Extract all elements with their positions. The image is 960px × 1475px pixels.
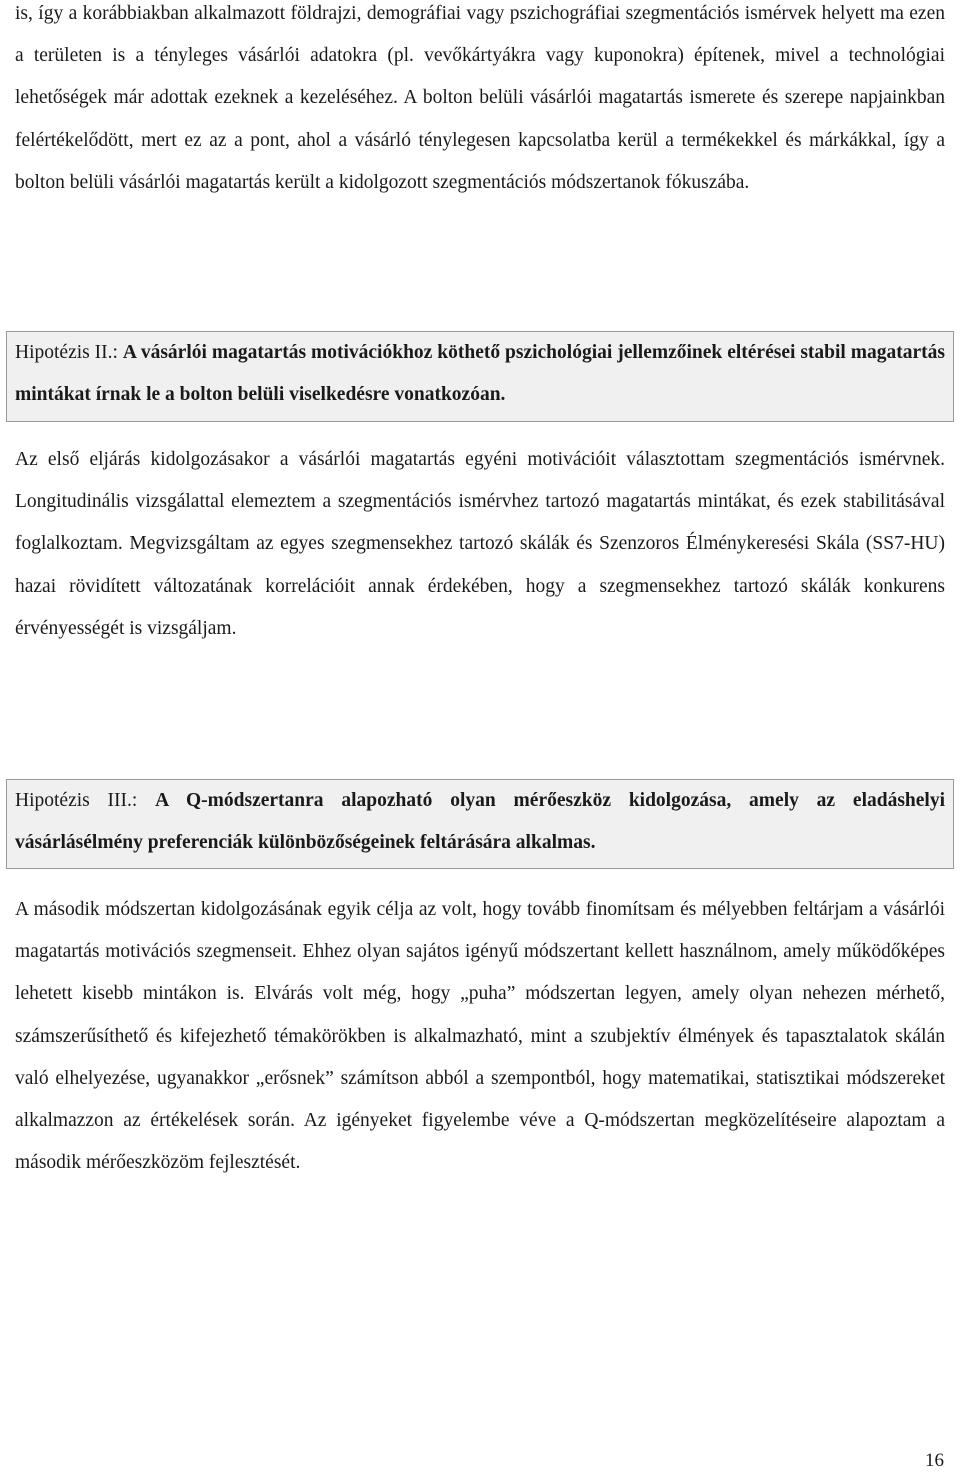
hypothesis-2-text <box>15 332 945 416</box>
hypothesis-2-label: Hipotézis II.: <box>15 342 118 363</box>
hypothesis-3-text <box>15 780 945 864</box>
body-paragraph-1: is, így a korábbiakban alkalmazott földrajzi, demográfiai vagy pszichográfiai szegmentációs ismérvek helyett ma ezen a területen is a tényleges vásárlói adatokra (pl. vevőkártyákra vagy kuponokra) építenek, mivel a technológiai lehetőségek már adottak ezeknek a kezeléséhez. A bolton belüli vásárlói magatartás ismerete és szerepe napjainkban felértékelődött, mert ez az a pont, ahol a vásárló ténylegesen kapcsolatba kerül a termékekkel és márkákkal, így a bolton belüli vásárlói magatartás került a kidolgozott szegmentációs módszertanok fókuszába. <box>15 3 945 193</box>
hypothesis-box-3 <box>6 779 954 869</box>
body-paragraph-2: Az első eljárás kidolgozásakor a vásárlói magatartás egyéni motivációit választottam szegmentációs ismérvnek. Longitudinális vizsgálattal elemeztem a szegmentációs ismérvhez tartozó magatartás mintákat, és ezek stabilitásával foglalkoztam. Megvizsgáltam az egyes szegmensekhez tartozó skálák és Szenzoros Élménykeresési Skála (SS7-HU) hazai rövidített változatának korrelációit annak érdekében, hogy a szegmensekhez tartozó skálák konkurens érvényességét is vizsgáljam. <box>15 449 945 639</box>
hypothesis-3-statement: A Q-módszertanra alapozható olyan mérőeszköz kidolgozása, amely az eladáshelyi vásárlásélmény preferenciák különbözőségeinek feltárására alkalmas. <box>15 790 946 853</box>
hypothesis-2-statement: A vásárlói magatartás motivációkhoz köthető pszichológiai jellemzőinek eltérései stabil magatartás mintákat írnak le a bolton belüli viselkedésre vonatkozóan. <box>15 342 945 405</box>
page-number: 16 <box>925 1450 944 1471</box>
hypothesis-box-2 <box>6 331 954 422</box>
body-paragraph-3: A második módszertan kidolgozásának egyik célja az volt, hogy tovább finomítsam és mélyebben feltárjam a vásárlói magatartás motivációs szegmenseit. Ehhez olyan sajátos igényű módszertant kellett használnom, amely működőképes lehetett kisebb mintákon is. Elvárás volt még, hogy „puha” módszertan legyen, amely olyan nehezen mérhető, számszerűsíthető és kifejezhető témakörökben is alkalmazható, mint a szubjektív élmények és tapasztalatok skálán való elhelyezése, ugyanakkor „erősnek” számítson abból a szempontból, hogy matematikai, statisztikai módszereket alkalmazzon az értékelések során. Az igényeket figyelembe véve a Q-módszertan megközelítéseire alapoztam a második mérőeszközöm fejlesztését. <box>15 899 945 1174</box>
hypothesis-3-label: Hipotézis III.: <box>15 790 138 811</box>
